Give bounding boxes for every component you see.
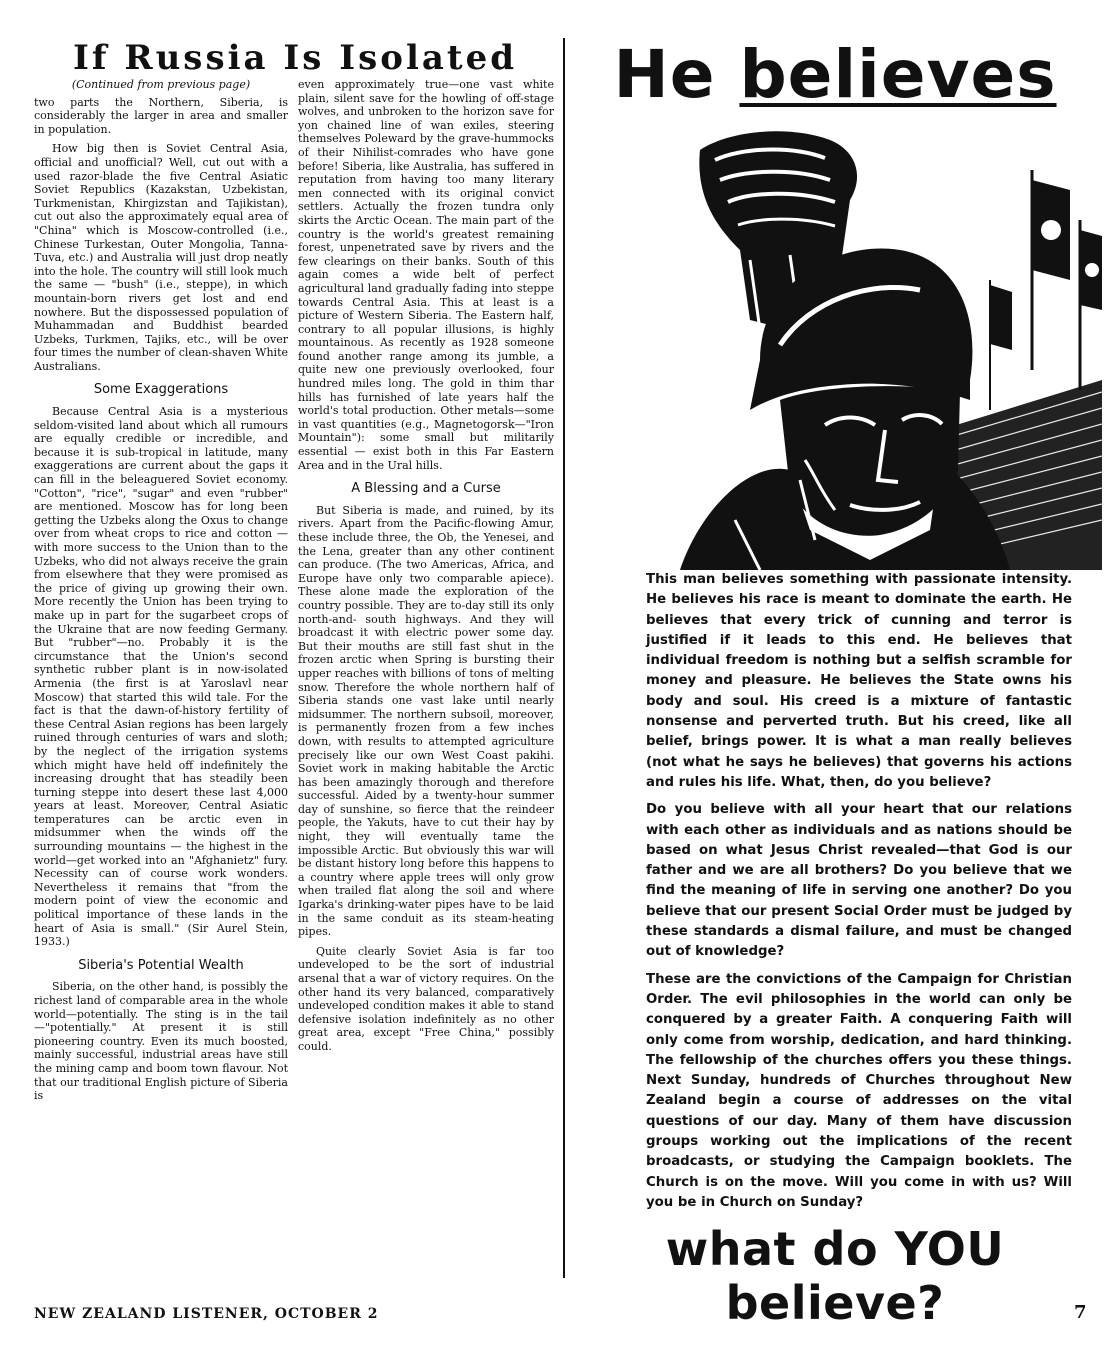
article-paragraph: Quite clearly Soviet Asia is far too undeveloped to be the sort of industrial arsenal that a war of victory requires. On the other hand its very balanced, comparatively undeveloped condition makes it able to stand defensive isolation indefinitely as no other great area, except "Free China," possibly could.	[298, 944, 554, 1053]
article-paragraph: even approximately true—one vast white plain, silent save for the howling of off-stage wolves, and unbroken to the horizon save for yon chained line of wan exiles, steering themselves Poleward by the grave-hummocks of their Nihilist-comrades who have gone before! Siberia, like Australia, has suffered in reputation from having too many literary men connected with its original convict settlers. Actually the frozen tundra only skirts the Arctic Ocean. The main part of the country is the world's greatest remaining forest, unpenetrated save by rivers and the few clearings on their banks. South of this again comes a wide belt of perfect agricultural land gradually fading into steppe towards Central Asia. This at least is a picture of Western Siberia. The Eastern half, contrary to all popular illusions, is highly mountainous. As recently as 1928 someone found another range among its jumble, a quite new one previously overlooked, four hundred miles long. The gold in thim thar hills has furnished of late years half the world's total production. Other metals—some in vast quantities (e.g., Magnetogorsk—"Iron Mountain"): some small but militarily essential — exist both in this Far Eastern Area and in the Ural hills.	[298, 78, 554, 472]
ad-headline-believes: believes	[739, 36, 1057, 113]
ad-headline-he: He	[613, 36, 716, 113]
continued-note: (Continued from previous page)	[71, 78, 251, 91]
column-divider	[563, 38, 565, 1278]
article-paragraph: How big then is Soviet Central Asia, official and unofficial? Well, cut out with a used razor-blade the five Central Asiatic Soviet Republics (Kazakstan, Uzbekistan, Turkmenistan, Khirgizstan and Tajikistan), cut out also the approximately equal area of "China" which is Moscow-controlled (i.e., Chinese Turkestan, Outer Mongolia, Tanna-Tuva, etc.) and Australia will just drop neatly into the hole. The country will still look much the same — "bush" (i.e., steppe), in which mountain-born rivers get lost and end nowhere. But the dispossessed population of Muhammadan and Buddhist bearded Uzbeks, Turkmen, Tajiks, etc., will be over four times the number of clean-shaven White Australians.	[34, 142, 288, 373]
subhead-a-blessing-and-a-curse: A Blessing and a Curse	[351, 481, 501, 497]
page-number: 7	[1074, 1302, 1087, 1323]
publication-footer: NEW ZEALAND LISTENER, OCTOBER 2	[34, 1306, 379, 1322]
article-paragraph: two parts the Northern, Siberia, is considerably the larger in area and smaller in population.	[34, 95, 288, 136]
banners	[990, 170, 1102, 410]
ad-paragraph: Do you believe with all your heart that our relations with each other as individuals and as nations should be based on what Jesus Christ revealed—that God is our father and we are all brothers? Do you believe that we find the meaning of life in serving one another? Do you believe that our present Social Order must be judged by these standards a dismal failure, and must be changed out of knowledge?	[646, 802, 1072, 960]
article-paragraph: Because Central Asia is a mysterious seldom-visited land about which all rumours are equally credible or incredible, and because it is sub-tropical in latitude, many exaggerations are current about the gaps it can fill in the beleaguered Soviet economy. "Cotton", "rice", "sugar" and even "rubber" are mentioned. Moscow has for long been getting the Uzbeks along the Oxus to change over from wheat crops to rice and cotton — with more success to the Union than to the Uzbeks, who did not always receive the grain from elsewhere that they were promised as the price of giving up growing their own. More recently the Union has been trying to make up in part for the sugarbeet crops of the Ukraine that are now feeding Germany. But "rubber"—no. Probably it is the circumstance that the Union's second synthetic rubber plant is in now-isolated Armenia (the first is at Yaroslavl near Moscow) that started this wild tale. For the fact is that the dawn-of-history fertility of these Central Asian regions has been largely ruined through centuries of wars and sloth; by the neglect of the irrigation systems which might have held off indefinitely the increasing drought that has steadily been turning steppe into desert these last 4,000 years at least. Moreover, Central Asiatic temperatures can be arctic even in midsummer when the winds off the surrounding mountains — the highest in the world—get worked into an "Afghanietz" fury. Necessity can of course work wonders. Nevertheless it remains that "from the modern point of view the economic and political importance of these lands in the heart of Asia is small." (Sir Aurel Stein, 1933.)	[34, 405, 288, 949]
ad-headline	[570, 36, 1100, 114]
article-column-1	[34, 78, 288, 1109]
ad-paragraph: These are the convictions of the Campaign for Christian Order. The evil philosophies in the world can only be conquered by a greater Faith. A conquering Faith will only come from worship, dedication, and hard thinking. The fellowship of the churches offers you these things. Next Sunday, hundreds of Churches throughout New Zealand begin a course of addresses on the vital questions of our day. Many of them have discussion groups working out the implications of the recent broadcasts, or studying the Campaign booklets. The Church is on the move. Will you come in with us? Will you be in Church on Sunday?	[646, 971, 1072, 1210]
soldier-illustration	[640, 130, 1102, 570]
article-paragraph: Siberia, on the other hand, is possibly the richest land of comparable area in the whole world—potentially. The sting is in the tail—"potentially." At present it is still pioneering country. Even its much boosted, mainly successful, industrial areas have still the mining camp and boom town flavour. Not that our traditional English picture of Siberia is	[34, 980, 288, 1103]
ad-paragraph: This man believes something with passionate intensity. He believes his race is meant to dominate the earth. He believes that every trick of cunning and terror is justified if it leads to this end. He believes that individual freedom is nothing but a selfish scramble for money and pleasure. He believes the State owns his body and soul. His creed is a mixture of fantastic nonsense and perverted truth. But his creed, like all belief, brings power. It is what a man really believes (not what he says he believes) that governs his actions and rules his life. What, then, do you believe?	[646, 572, 1072, 790]
ad-tagline: what do YOU believe?	[665, 1222, 1005, 1330]
subhead-some-exaggerations: Some Exaggerations	[93, 382, 229, 398]
ad-body-copy	[646, 570, 1072, 1220]
subhead-siberias-potential-wealth: Siberia's Potential Wealth	[78, 957, 244, 973]
article-column-2	[298, 78, 554, 1060]
article-title: If Russia Is Isolated	[72, 38, 518, 78]
article-paragraph: But Siberia is made, and ruined, by its rivers. Apart from the Pacific-flowing Amur, these include three, the Ob, the Yenesei, and the Lena, greater than any other continent can produce. (The two Americas, Africa, and Europe have only two comparable apiece). These alone made the exploration of the country possible. They are to-day still its only north-and- south highways. And they will broadcast it with electric power some day. But their mouths are still fast shut in the frozen arctic when Spring is bursting their upper reaches with billions of tons of melting snow. Therefore the whole northern half of Siberia stands one vast lake until nearly midsummer. The northern subsoil, moreover, is permanently frozen from a few inches down, with results to attempted agriculture precisely like our own West Coast pakihi. Soviet work in making habitable the Arctic has been amazingly thorough and therefore successful. Aided by a twenty-hour summer day of sunshine, so fierce that the reindeer people, the Yakuts, have to cut their hay by night, they will eventually tame the impossible Arctic. But obviously this war will be distant history long before this happens to a country where apple trees will only grow when trailed flat along the soil and where Igarka's drinking-water pipes have to be laid in the same conduit as its steam-heating pipes.	[298, 503, 554, 939]
